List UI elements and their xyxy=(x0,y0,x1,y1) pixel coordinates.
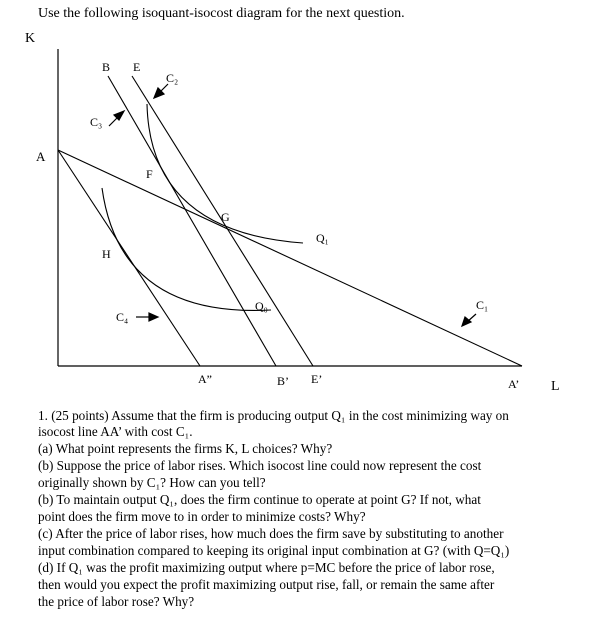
label-q0: Q₀ xyxy=(255,299,268,313)
question-line: (c) After the price of labor rises, how much does the firm save by substituting to another xyxy=(38,526,504,541)
label-c3: C₃ xyxy=(90,115,103,129)
point-a-dprime-label: A” xyxy=(198,372,212,386)
intro-text: Use the following isoquant-isocost diagram for the next question. xyxy=(38,6,405,21)
point-e-prime-label: E’ xyxy=(311,372,323,386)
point-h-label: H xyxy=(102,247,111,261)
label-c4: C₄ xyxy=(116,310,129,324)
point-f-label: F xyxy=(146,167,153,181)
l-axis-label: L xyxy=(551,379,560,394)
question-line: the price of labor rose? Why? xyxy=(38,594,195,609)
label-q1: Q₁ xyxy=(316,231,329,245)
point-a-prime-label: A’ xyxy=(508,377,520,391)
k-axis-label: K xyxy=(25,31,36,46)
isocost-line-bb-prime xyxy=(108,76,276,366)
label-c1: C₁ xyxy=(476,298,489,312)
question-line: (b) Suppose the price of labor rises. Which isocost line could now represent the cost xyxy=(38,458,482,473)
arrow-c4 xyxy=(136,313,158,321)
point-a-label: A xyxy=(36,149,46,164)
isocost-line-aa-dprime xyxy=(58,150,200,366)
question-line: input combination compared to keeping its original input combination at G? (with Q=Q₁) xyxy=(38,543,510,558)
label-c2: C₂ xyxy=(166,71,179,85)
question-line: then would you expect the profit maximizing output rise, fall, or remain the same after xyxy=(38,577,495,592)
question-line: (d) If Q₁ was the profit maximizing output where p=MC before the price of labor rose, xyxy=(38,560,495,575)
arrow-c2 xyxy=(154,84,168,98)
point-b-prime-label: B’ xyxy=(277,374,289,388)
question-line: point does the firm move to in order to minimize costs? Why? xyxy=(38,509,366,524)
point-e-label: E xyxy=(133,60,141,74)
question-line: (b) To maintain output Q₁, does the firm continue to operate at point G? If not, what xyxy=(38,492,481,507)
isoquant-q0 xyxy=(102,188,271,310)
question-line: isocost line AA’ with cost C₁. xyxy=(38,424,193,439)
arrow-c1 xyxy=(462,314,476,326)
point-g-label: G xyxy=(221,210,230,224)
question-line: (a) What point represents the firms K, L choices? Why? xyxy=(38,441,333,456)
arrow-c3 xyxy=(109,111,124,126)
point-b-label: B xyxy=(102,60,111,74)
question-line: originally shown by C₁? How can you tell? xyxy=(38,475,266,490)
question-line: 1. (25 points) Assume that the firm is producing output Q₁ in the cost minimizing way on xyxy=(38,408,509,423)
